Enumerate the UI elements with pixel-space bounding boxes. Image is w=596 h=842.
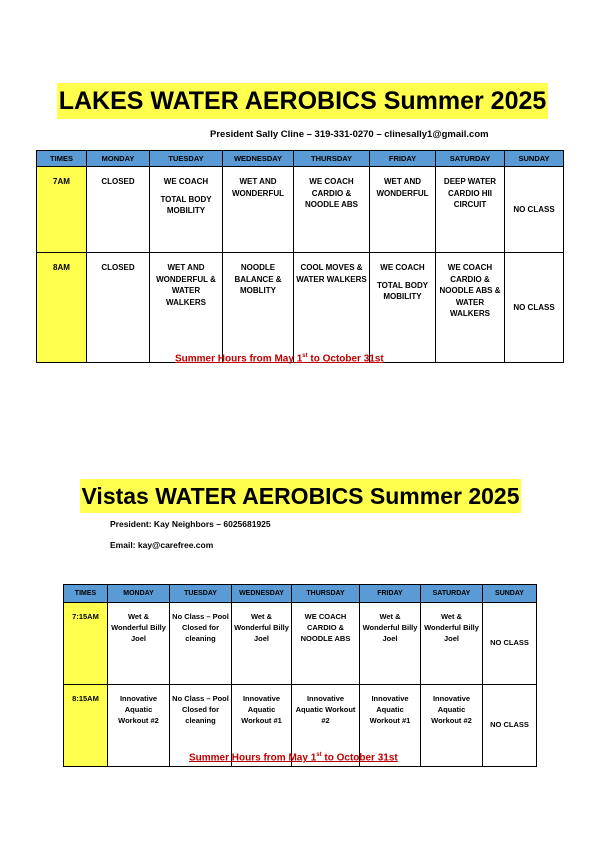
vistas-email: Email: kay@carefree.com bbox=[110, 540, 214, 550]
time-cell: 7:15AM bbox=[64, 603, 108, 685]
header-wednesday: WEDNESDAY bbox=[232, 585, 292, 603]
header-times: TIMES bbox=[64, 585, 108, 603]
class-cell-saturday: DEEP WATER CARDIO HII CIRCUIT bbox=[436, 167, 505, 253]
header-tuesday: TUESDAY bbox=[150, 151, 223, 167]
class-cell-saturday: WE COACH CARDIO & NOODLE ABS & WATER WALKERS bbox=[436, 253, 505, 363]
hours-text: Summer Hours from May 1 bbox=[189, 752, 317, 764]
header-saturday: SATURDAY bbox=[421, 585, 483, 603]
vistas-schedule-table bbox=[63, 584, 537, 767]
class-cell-wednesday: WET AND WONDERFUL bbox=[223, 167, 294, 253]
vistas-summer-hours bbox=[189, 752, 398, 763]
class-cell-saturday: Wet & Wonderful Billy Joel bbox=[421, 603, 483, 685]
hours-text: Summer Hours from May 1 bbox=[175, 353, 303, 365]
header-saturday: SATURDAY bbox=[436, 151, 505, 167]
vistas-president-contact: President: Kay Neighbors – 6025681925 bbox=[110, 519, 271, 529]
class-cell-friday: Wet & Wonderful Billy Joel bbox=[360, 603, 421, 685]
lakes-title: LAKES WATER AEROBICS Summer 2025 bbox=[57, 83, 548, 119]
vistas-title: Vistas WATER AEROBICS Summer 2025 bbox=[80, 479, 521, 513]
class-cell-tuesday bbox=[150, 167, 223, 253]
class-cell-friday: WET AND WONDERFUL bbox=[370, 167, 436, 253]
header-thursday: THURSDAY bbox=[292, 585, 360, 603]
class-cell-monday: CLOSED bbox=[87, 167, 150, 253]
class-cell-wednesday: NOODLE BALANCE & MOBLITY bbox=[223, 253, 294, 363]
lakes-president-contact: President Sally Cline – 319-331-0270 – clinesally1@gmail.com bbox=[210, 129, 489, 140]
table-header-row bbox=[64, 585, 537, 603]
header-friday: FRIDAY bbox=[360, 585, 421, 603]
time-cell: 7AM bbox=[37, 167, 87, 253]
hours-text-end: to October 31st bbox=[307, 353, 384, 365]
class-cell-thursday: COOL MOVES & WATER WALKERS bbox=[294, 253, 370, 363]
table-row bbox=[37, 167, 564, 253]
time-cell: 8AM bbox=[37, 253, 87, 363]
header-tuesday: TUESDAY bbox=[170, 585, 232, 603]
class-name: WE COACH bbox=[380, 263, 425, 272]
header-sunday: SUNDAY bbox=[505, 151, 564, 167]
header-thursday: THURSDAY bbox=[294, 151, 370, 167]
class-cell-friday: Innovative Aquatic Workout #1 bbox=[360, 685, 421, 767]
class-cell-monday: CLOSED bbox=[87, 253, 150, 363]
header-sunday: SUNDAY bbox=[483, 585, 537, 603]
header-monday: MONDAY bbox=[87, 151, 150, 167]
class-name: TOTAL BODY MOBILITY bbox=[376, 280, 429, 302]
class-name: WE COACH bbox=[163, 177, 209, 186]
class-cell-saturday: Innovative Aquatic Workout #2 bbox=[421, 685, 483, 767]
lakes-schedule-table bbox=[36, 150, 564, 363]
class-cell-monday: Innovative Aquatic Workout #2 bbox=[108, 685, 170, 767]
header-wednesday: WEDNESDAY bbox=[223, 151, 294, 167]
lakes-summer-hours bbox=[175, 353, 384, 364]
header-friday: FRIDAY bbox=[370, 151, 436, 167]
time-cell: 8:15AM bbox=[64, 685, 108, 767]
table-row bbox=[37, 253, 564, 363]
header-monday: MONDAY bbox=[108, 585, 170, 603]
class-cell-thursday: WE COACH CARDIO & NOODLE ABS bbox=[294, 167, 370, 253]
class-cell-tuesday: No Class – Pool Closed for cleaning bbox=[170, 603, 232, 685]
hours-superscript: st bbox=[302, 353, 308, 359]
class-cell-sunday: NO CLASS bbox=[483, 603, 537, 685]
class-cell-sunday: NO CLASS bbox=[483, 685, 537, 767]
class-cell-monday: Wet & Wonderful Billy Joel bbox=[108, 603, 170, 685]
class-cell-tuesday: No Class – Pool Closed for cleaning bbox=[170, 685, 232, 767]
class-cell-wednesday: Innovative Aquatic Workout #1 bbox=[232, 685, 292, 767]
class-cell-wednesday: Wet & Wonderful Billy Joel bbox=[232, 603, 292, 685]
class-cell-sunday: NO CLASS bbox=[505, 167, 564, 253]
class-cell-thursday: Innovative Aquatic Workout #2 bbox=[292, 685, 360, 767]
hours-superscript: st bbox=[316, 752, 322, 758]
class-name: TOTAL BODY MOBILITY bbox=[160, 194, 212, 216]
table-row bbox=[64, 603, 537, 685]
class-cell-thursday: WE COACH CARDIO & NOODLE ABS bbox=[292, 603, 360, 685]
header-times: TIMES bbox=[37, 151, 87, 167]
class-cell-sunday: NO CLASS bbox=[505, 253, 564, 363]
class-cell-tuesday: WET AND WONDERFUL & WATER WALKERS bbox=[150, 253, 223, 363]
class-cell-friday bbox=[370, 253, 436, 363]
table-header-row bbox=[37, 151, 564, 167]
hours-text-end: to October 31st bbox=[321, 752, 398, 764]
